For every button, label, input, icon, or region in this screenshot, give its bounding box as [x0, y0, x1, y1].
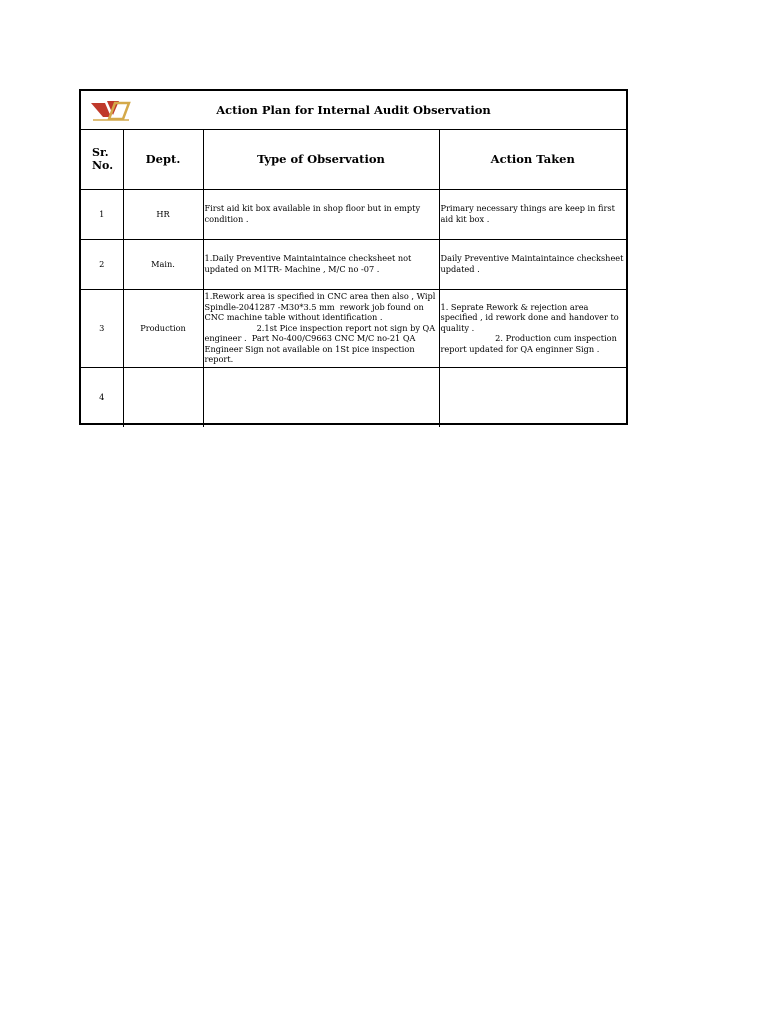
row-action — [439, 289, 626, 367]
table-row — [81, 289, 626, 367]
observation-item-2: 2.1st Pice inspection report not sign by QA engineer . Part No-400/C9663 CNC M/C no-21 QA Engineer Sign not available on 1St pice inspection report. — [204, 322, 438, 365]
action-item-1: 1. Seprate Rework & rejection area specified , id rework done and handover to quality . — [440, 301, 622, 333]
header-action: Action Taken — [439, 129, 626, 189]
row-dept — [123, 367, 203, 427]
row-sr: 1 — [81, 189, 123, 239]
row-observation — [203, 367, 439, 427]
table-row — [81, 189, 626, 239]
row-observation: 1.Daily Preventive Maintaintaince checksheet not updated on M1TR- Machine , M/C no -07 . — [203, 239, 439, 289]
row-observation — [203, 289, 439, 367]
row-action: Primary necessary things are keep in first aid kit box . — [439, 189, 626, 239]
row-dept: Main. — [123, 239, 203, 289]
table-row — [81, 367, 626, 427]
header-row — [81, 129, 626, 189]
row-dept: Production — [123, 289, 203, 367]
observation-item-1: 1.Rework area is specified in CNC area then also , Wipl Spindle-2041287 -M30*3.5 mm rework job found on CNC machine table without identification . — [204, 290, 438, 323]
title-row — [81, 91, 626, 130]
row-dept: HR — [123, 189, 203, 239]
action-plan-sheet — [79, 89, 628, 425]
header-sr-no-text: Sr. No. — [92, 145, 114, 172]
row-sr: 3 — [81, 289, 123, 367]
table-row — [81, 239, 626, 289]
row-action: Daily Preventive Maintaintaince checksheet updated . — [439, 239, 626, 289]
page-title: Action Plan for Internal Audit Observation — [216, 103, 491, 117]
row-sr: 2 — [81, 239, 123, 289]
header-observation: Type of Observation — [203, 129, 439, 189]
action-item-2: 2. Production cum inspection report updated for QA enginner Sign . — [440, 333, 620, 354]
header-sr-no — [81, 129, 123, 189]
row-observation: First aid kit box available in shop floor but in empty condition . — [203, 189, 439, 239]
row-sr: 4 — [81, 367, 123, 427]
audit-table — [81, 129, 626, 427]
header-dept: Dept. — [123, 129, 203, 189]
row-action — [439, 367, 626, 427]
